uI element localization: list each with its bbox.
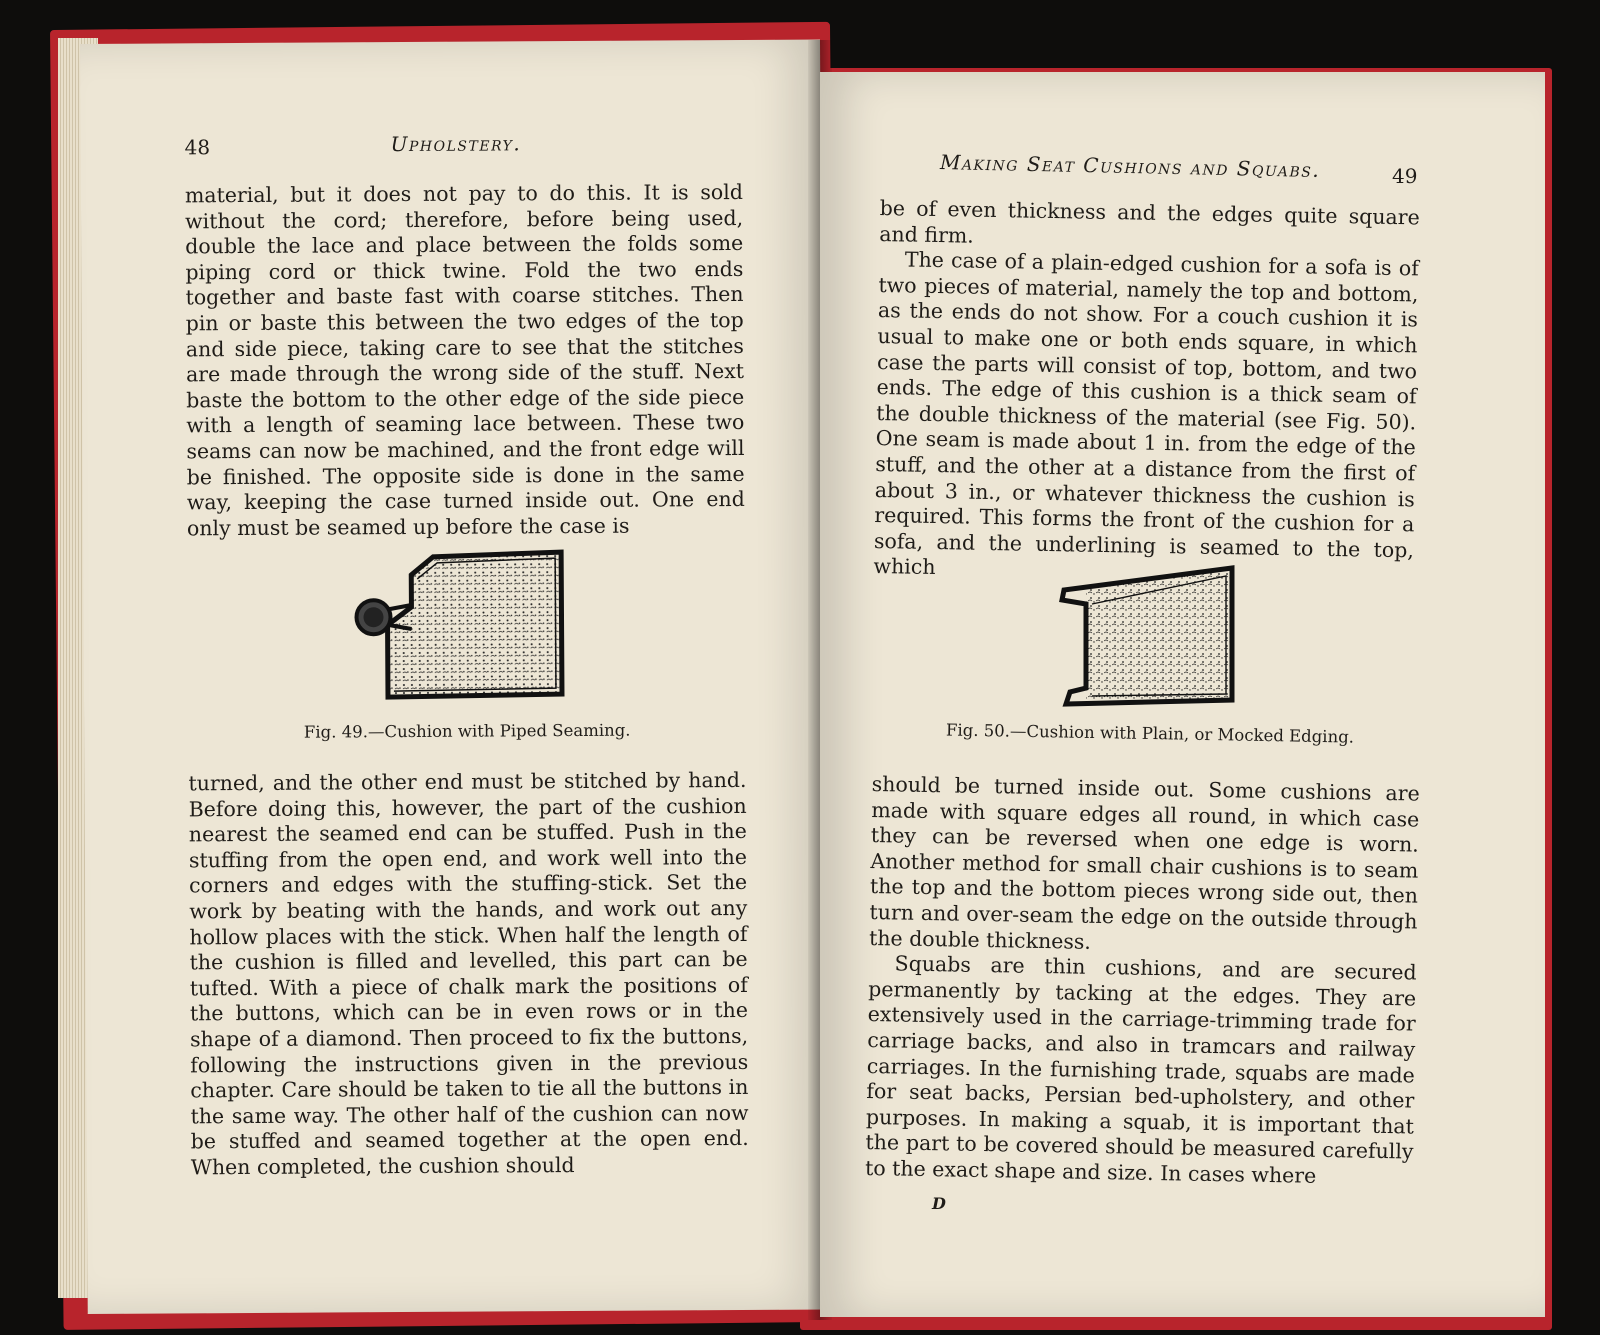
body-text-bottom [188,768,748,1181]
figure-caption: Fig. 49.—Cushion with Piped Seaming. [303,720,631,742]
figure-caption: Fig. 50.—Cushion with Plain, or Mocked Edging. [945,720,1355,747]
page-number: 49 [1392,164,1418,188]
paragraph: turned, and the other end must be stitched by hand. Before doing this, however, the part of the cushion nearest the seamed end can be stuffed. Push in the stuffing from the open end, and work well into the corners and edges with the stuffing-stick. Set the work by beating with the hands, and work out any hollow places with the stick. When half the length of the cushion is filled and levelled, this part can be tufted. With a piece of chalk mark the positions of the buttons, which can be in even rows or in the shape of a diamond. Then proceed to fix the buttons, following the instructions given in the previous chapter. Care should be taken to tie all the buttons in the same way. The other half of the cushion can now be stuffed and seamed together at the open end. When completed, the cushion should [188,767,749,1180]
paragraph: Squabs are thin cushions, and are secured permanently by tacking at the edges. They are extensively used in the carriage-trimming trade for carriage backs, and also in tramcars and railway carriages. In the furnishing trade, squabs are made for seat backs, Persian bed-upholstery, and other purposes. In making a squab, it is important that the part to be covered should be measured carefully to the exact shape and size. In cases where [864,951,1417,1188]
signature-mark: D [932,1194,946,1213]
paragraph: material, but it does not pay to do this. It is sold without the cord; therefore, before being used, double the lace and place between the folds some piping cord or thick twine. Fold the two ends together and baste fast with coarse stitches. Then pin or baste this between the two edges of the top and side piece, taking care to see that the stitches are made through the wrong side of the stuff. Next baste the bottom to the other edge of the side piece with a length of seaming lace between. These two seams can now be machined, and the front edge will be finished. The opposite side is done in the same way, keeping the case turned inside out. One end only must be seamed up before the case is [184,179,745,541]
figure-49-cushion-piped [353,546,574,707]
body-text-top [873,196,1420,589]
paragraph: The case of a plain-edged cushion for a sofa is of two pieces of material, namely the top and bottom, as the ends do not show. For a couch cushion it is usual to make one or both ends square, in which case the parts will consist of top, bottom, and two ends. The edge of this cushion is a thick seam of the double thickness of the material (see Fig. 50). One seam is made about 1 in. from the edge of the stuff, and the other at a distance from the first of about 3 in., or whatever thickness the cushion is required. This forms the front of the cushion for a sofa, and the underlining is seamed to the top, which [873,247,1420,580]
page-number: 48 [184,135,211,160]
figure-50-cushion-plain [1056,564,1246,714]
running-head: Upholstery. [390,131,522,157]
running-head: Making Seat Cushions and Squabs. [939,150,1321,182]
paragraph: should be turned inside out. Some cushions are made with square edges all round, in which case they can be reversed when one edge is worn. Another method for small chair cushions is to seam the top and the bottom pieces wrong side out, then turn and over-seam the edge on the outside through the double thickness. [868,772,1420,954]
right-page [820,72,1545,1317]
body-text-bottom [865,772,1420,1191]
paragraph: be of even thickness and the edges quite square and firm. [879,196,1420,248]
left-page [80,39,828,1313]
body-text-top [185,180,745,542]
